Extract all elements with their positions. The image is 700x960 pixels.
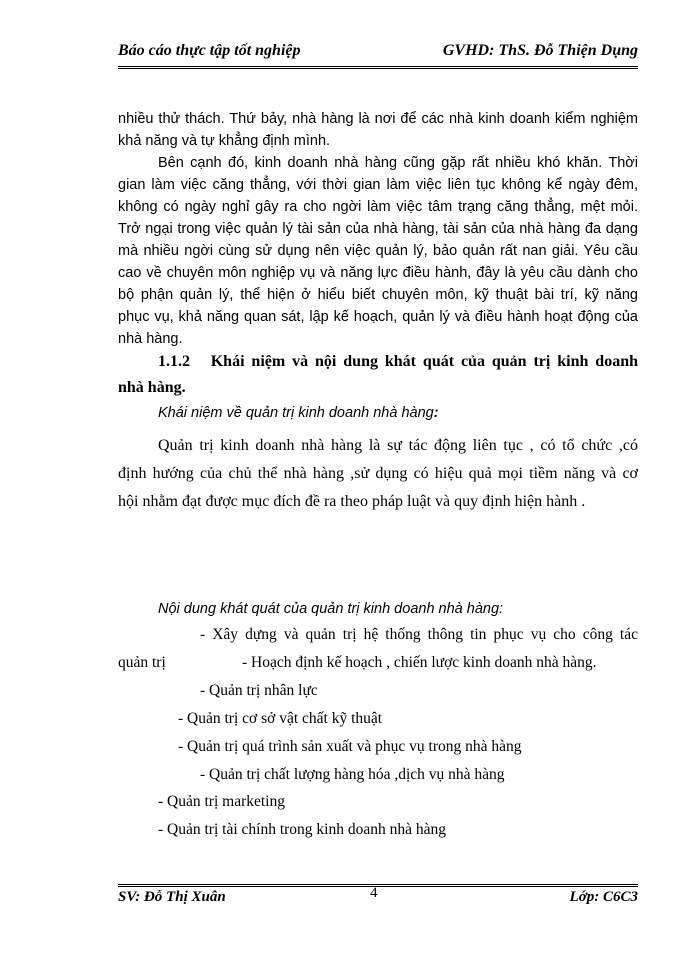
paragraph-concept bbox=[118, 432, 638, 516]
text-line: nhiều thử thách. Thứ bảy, nhà hàng là nơi để các nhà kinh doanh kiểm nghiệm bbox=[118, 111, 638, 127]
text-line: khả năng và tự khẳng định mình. bbox=[118, 133, 331, 149]
paragraph-challenges bbox=[118, 108, 638, 152]
page-footer bbox=[118, 885, 638, 911]
text-line: gian làm việc căng thẳng, với thời gian làm việc liên tục không kể ngày đêm, bbox=[118, 177, 638, 193]
section-heading bbox=[118, 349, 638, 401]
page-number: 4 bbox=[370, 885, 378, 901]
text-line: định hướng của chủ thể nhà hàng ,sử dụng có hiệu quả mọi tiềm năng và cơ bbox=[118, 465, 638, 482]
header-advisor: GVHD: ThS. Đỗ Thiện Dụng bbox=[442, 42, 638, 59]
text-line: Trở ngại trong việc quản lý tài sản của nhà hàng, tài sản của nhà hàng đa dạng bbox=[118, 221, 638, 237]
concept-label-text: Khái niệm về quản trị kinh doanh nhà hàng bbox=[158, 405, 434, 421]
list-item: - Xây dựng và quản trị hệ thống thông tin phục vụ cho công tác bbox=[200, 626, 638, 643]
page-header bbox=[118, 42, 638, 64]
paragraph-difficulties bbox=[118, 152, 638, 350]
text-line: không có ngày nghỉ gây ra cho ngời làm việc tâm trạng căng thẳng, mệt mỏi. bbox=[118, 199, 638, 215]
footer-divider bbox=[118, 884, 638, 887]
text-line: nhà hàng. bbox=[118, 331, 183, 347]
list-item: - Quản trị tài chính trong kinh doanh nhà hàng bbox=[158, 821, 446, 838]
concept-label bbox=[158, 405, 439, 421]
section-number: 1.1.2 bbox=[158, 353, 190, 370]
list-item: quản trị bbox=[118, 654, 166, 671]
list-item: - Hoạch định kế hoạch , chiến lược kinh doanh nhà hàng. bbox=[242, 654, 597, 671]
list-item: - Quản trị quá trình sản xuất và phục vụ trong nhà hàng bbox=[178, 738, 522, 755]
text-line: bộ phận quản lý, thể hiện ở hiểu biết chuyên môn, kỹ thuật bài trí, kỹ năng bbox=[118, 287, 638, 303]
list-item: - Quản trị nhân lực bbox=[200, 682, 318, 699]
header-divider bbox=[118, 66, 638, 69]
header-report-title: Báo cáo thực tập tốt nghiệp bbox=[118, 42, 301, 59]
footer-class: Lớp: C6C3 bbox=[569, 889, 638, 905]
content-label: Nội dung khát quát của quản trị kinh doanh nhà hàng: bbox=[158, 601, 504, 617]
footer-student: SV: Đỗ Thị Xuân bbox=[118, 889, 226, 905]
text-line: mà nhiều ngời cùng sử dụng nên việc quản lý, bảo quản rất nan giải. Yêu cầu bbox=[118, 243, 638, 259]
text-line: Bên cạnh đó, kinh doanh nhà hàng cũng gặp rất nhiều khó khăn. Thời bbox=[158, 155, 638, 171]
concept-label-colon: : bbox=[433, 405, 439, 421]
section-heading-line-2: nhà hàng. bbox=[118, 379, 186, 396]
list-item: - Quản trị marketing bbox=[158, 793, 285, 810]
text-line: phục vụ, khả năng quan sát, lập kế hoạch, quản lý và điều hành hoạt động của bbox=[118, 309, 638, 325]
text-line: Quản trị kinh doanh nhà hàng là sự tác động liên tục , có tổ chức ,có bbox=[158, 437, 638, 454]
section-title: Khái niệm và nội dung khát quát của quản trị kinh doanh bbox=[210, 353, 638, 370]
section-heading-line bbox=[118, 349, 638, 375]
list-item: - Quản trị cơ sở vật chất kỹ thuật bbox=[178, 710, 383, 727]
text-line: hội nhằm đạt được mục đích đề ra theo pháp luật và quy định hiện hành . bbox=[118, 493, 586, 510]
list-item: - Quản trị chất lượng hàng hóa ,dịch vụ nhà hàng bbox=[200, 766, 505, 783]
text-line: cao về chuyên môn nghiệp vụ và năng lực điều hành, đây là yêu cầu dành cho bbox=[118, 265, 638, 281]
